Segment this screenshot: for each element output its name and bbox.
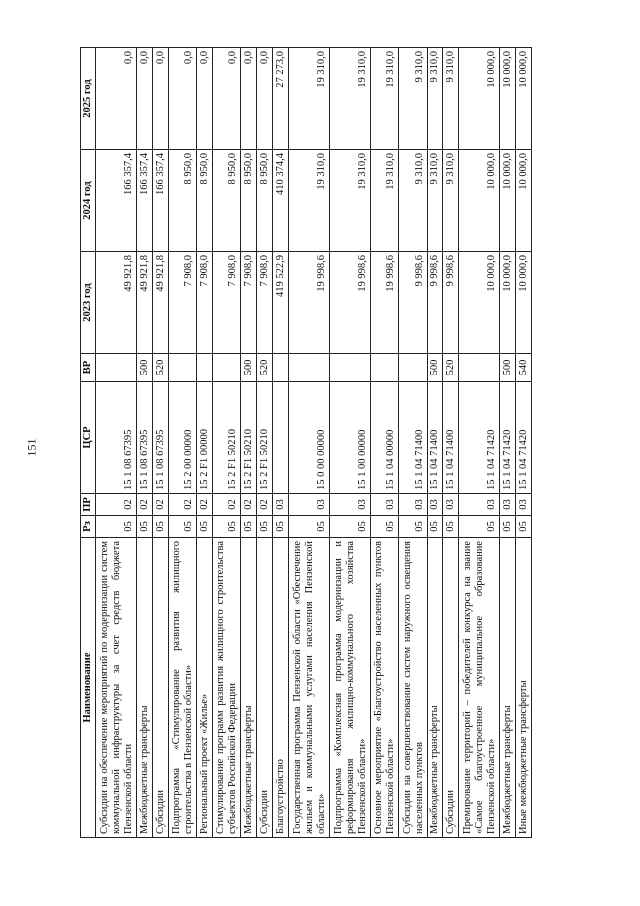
table-row bbox=[152, 48, 168, 838]
row-2025: 9 310,0 bbox=[443, 48, 459, 150]
row-pr: 03 bbox=[516, 494, 532, 516]
row-2023: 7 908,0 bbox=[168, 252, 196, 354]
header-rz: Рз bbox=[81, 516, 96, 538]
row-csr: 15 1 00 00000 bbox=[329, 382, 370, 494]
row-name: Подпрограмма «Комплексная программа модернизации и реформирования жилищно-коммунального хозяйства Пензенской области» bbox=[329, 538, 370, 838]
page-number: 151 bbox=[24, 438, 39, 457]
row-csr: 15 1 08 67395 bbox=[137, 382, 153, 494]
row-2024: 9 310,0 bbox=[427, 150, 443, 252]
row-2023: 19 998,6 bbox=[329, 252, 370, 354]
row-2023: 19 998,6 bbox=[370, 252, 398, 354]
row-name: Стимулирование программ развития жилищного строительства субъектов Российской Федерации bbox=[212, 538, 240, 838]
row-rz: 05 bbox=[329, 516, 370, 538]
row-2025: 9 310,0 bbox=[427, 48, 443, 150]
row-name: Субсидии на обеспечение мероприятий по модернизации систем коммунальной инфраструктуры за счет средств бюджета Пензенской области bbox=[96, 538, 137, 838]
row-name: Межбюджетные трансферты bbox=[500, 538, 516, 838]
row-2023: 7 908,0 bbox=[257, 252, 273, 354]
row-2025: 9 310,0 bbox=[399, 48, 427, 150]
row-2025: 10 000,0 bbox=[459, 48, 500, 150]
row-vr bbox=[168, 354, 196, 382]
header-csr: ЦСР bbox=[81, 382, 96, 494]
row-2024: 19 310,0 bbox=[370, 150, 398, 252]
row-2024: 166 357,4 bbox=[152, 150, 168, 252]
row-csr: 15 1 08 67395 bbox=[96, 382, 137, 494]
row-name: Межбюджетные трансферты bbox=[137, 538, 153, 838]
row-pr: 02 bbox=[96, 494, 137, 516]
row-rz: 05 bbox=[152, 516, 168, 538]
row-2025: 10 000,0 bbox=[500, 48, 516, 150]
row-name: Межбюджетные трансферты bbox=[427, 538, 443, 838]
row-vr: 520 bbox=[257, 354, 273, 382]
row-csr: 15 2 F1 50210 bbox=[257, 382, 273, 494]
table-row bbox=[137, 48, 153, 838]
row-pr: 02 bbox=[152, 494, 168, 516]
row-name: Премирование территорий – победителей конкурса на звание «Самое благоустроенное муниципальное образование Пензенской области» bbox=[459, 538, 500, 838]
header-pr: ПР bbox=[81, 494, 96, 516]
row-csr bbox=[272, 382, 288, 494]
row-vr bbox=[197, 354, 213, 382]
row-csr: 15 1 04 71420 bbox=[459, 382, 500, 494]
table-row bbox=[399, 48, 427, 838]
row-rz: 05 bbox=[241, 516, 257, 538]
row-vr bbox=[399, 354, 427, 382]
row-2025: 19 310,0 bbox=[288, 48, 329, 150]
header-vr: ВР bbox=[81, 354, 96, 382]
row-name: Субсидии bbox=[443, 538, 459, 838]
row-rz: 05 bbox=[168, 516, 196, 538]
table-row bbox=[516, 48, 532, 838]
table-row bbox=[96, 48, 137, 838]
row-2023: 7 908,0 bbox=[197, 252, 213, 354]
row-2024: 8 950,0 bbox=[212, 150, 240, 252]
row-pr: 03 bbox=[329, 494, 370, 516]
table-row bbox=[443, 48, 459, 838]
row-name: Основное мероприятие «Благоустройство населенных пунктов Пензенской области» bbox=[370, 538, 398, 838]
table-row bbox=[272, 48, 288, 838]
row-2023: 7 908,0 bbox=[241, 252, 257, 354]
row-2023: 10 000,0 bbox=[500, 252, 516, 354]
row-2025: 0,0 bbox=[197, 48, 213, 150]
row-rz: 05 bbox=[516, 516, 532, 538]
row-2024: 8 950,0 bbox=[241, 150, 257, 252]
row-rz: 05 bbox=[500, 516, 516, 538]
row-vr: 500 bbox=[137, 354, 153, 382]
row-rz: 05 bbox=[427, 516, 443, 538]
row-2025: 10 000,0 bbox=[516, 48, 532, 150]
row-vr bbox=[212, 354, 240, 382]
row-vr bbox=[96, 354, 137, 382]
row-2023: 9 998,6 bbox=[427, 252, 443, 354]
row-2024: 10 000,0 bbox=[459, 150, 500, 252]
row-name: Субсидии на совершенствование систем наружного освещения населенных пунктов bbox=[399, 538, 427, 838]
row-csr: 15 1 04 71420 bbox=[516, 382, 532, 494]
table-row bbox=[212, 48, 240, 838]
row-pr: 02 bbox=[197, 494, 213, 516]
row-rz: 05 bbox=[197, 516, 213, 538]
row-2024: 19 310,0 bbox=[288, 150, 329, 252]
row-rz: 05 bbox=[137, 516, 153, 538]
row-2025: 19 310,0 bbox=[370, 48, 398, 150]
row-name: Межбюджетные трансферты bbox=[241, 538, 257, 838]
row-name: Подпрограмма «Стимулирование развития жилищного строительства в Пензенской области» bbox=[168, 538, 196, 838]
row-2024: 8 950,0 bbox=[197, 150, 213, 252]
row-2024: 166 357,4 bbox=[96, 150, 137, 252]
row-2023: 49 921,8 bbox=[96, 252, 137, 354]
header-2023: 2023 год bbox=[81, 252, 96, 354]
row-2024: 8 950,0 bbox=[257, 150, 273, 252]
row-pr: 03 bbox=[500, 494, 516, 516]
row-2024: 9 310,0 bbox=[399, 150, 427, 252]
row-vr bbox=[288, 354, 329, 382]
row-2025: 19 310,0 bbox=[329, 48, 370, 150]
row-2025: 0,0 bbox=[241, 48, 257, 150]
row-2024: 10 000,0 bbox=[500, 150, 516, 252]
row-2023: 49 921,8 bbox=[152, 252, 168, 354]
header-2025: 2025 год bbox=[81, 48, 96, 150]
row-csr: 15 1 04 71400 bbox=[399, 382, 427, 494]
table-row bbox=[197, 48, 213, 838]
row-pr: 03 bbox=[370, 494, 398, 516]
row-name: Иные межбюджетные трансферты bbox=[516, 538, 532, 838]
row-csr: 15 2 F1 50210 bbox=[241, 382, 257, 494]
row-pr: 03 bbox=[399, 494, 427, 516]
row-rz: 05 bbox=[288, 516, 329, 538]
row-2024: 8 950,0 bbox=[168, 150, 196, 252]
table-row bbox=[370, 48, 398, 838]
row-rz: 05 bbox=[459, 516, 500, 538]
row-rz: 05 bbox=[443, 516, 459, 538]
row-pr: 03 bbox=[288, 494, 329, 516]
row-vr: 500 bbox=[427, 354, 443, 382]
row-2025: 27 273,0 bbox=[272, 48, 288, 150]
row-2024: 9 310,0 bbox=[443, 150, 459, 252]
rotated-table-container bbox=[80, 48, 532, 838]
row-name: Благоустройство bbox=[272, 538, 288, 838]
row-rz: 05 bbox=[272, 516, 288, 538]
table-row bbox=[459, 48, 500, 838]
row-2025: 0,0 bbox=[137, 48, 153, 150]
row-2023: 49 921,8 bbox=[137, 252, 153, 354]
row-name: Субсидии bbox=[257, 538, 273, 838]
row-vr bbox=[272, 354, 288, 382]
row-rz: 05 bbox=[399, 516, 427, 538]
row-csr: 15 1 08 67395 bbox=[152, 382, 168, 494]
table-row bbox=[168, 48, 196, 838]
row-name: Государственная программа Пензенской области «Обеспечение жильем и коммунальными услугами населения Пензенской области» bbox=[288, 538, 329, 838]
row-pr: 02 bbox=[257, 494, 273, 516]
row-2023: 419 522,9 bbox=[272, 252, 288, 354]
row-pr: 03 bbox=[443, 494, 459, 516]
table-row bbox=[500, 48, 516, 838]
row-rz: 05 bbox=[370, 516, 398, 538]
row-2025: 0,0 bbox=[152, 48, 168, 150]
row-name: Региональный проект «Жилье» bbox=[197, 538, 213, 838]
row-rz: 05 bbox=[257, 516, 273, 538]
table-row bbox=[288, 48, 329, 838]
row-vr bbox=[329, 354, 370, 382]
row-csr: 15 1 04 71420 bbox=[500, 382, 516, 494]
row-vr bbox=[370, 354, 398, 382]
row-csr: 15 1 04 71400 bbox=[427, 382, 443, 494]
row-csr: 15 2 00 00000 bbox=[168, 382, 196, 494]
row-2023: 7 908,0 bbox=[212, 252, 240, 354]
row-2025: 0,0 bbox=[212, 48, 240, 150]
row-2024: 10 000,0 bbox=[516, 150, 532, 252]
row-pr: 02 bbox=[241, 494, 257, 516]
row-pr: 02 bbox=[212, 494, 240, 516]
table-row bbox=[329, 48, 370, 838]
row-rz: 05 bbox=[212, 516, 240, 538]
header-2024: 2024 год bbox=[81, 150, 96, 252]
row-2024: 19 310,0 bbox=[329, 150, 370, 252]
table-row bbox=[257, 48, 273, 838]
row-2025: 0,0 bbox=[96, 48, 137, 150]
row-csr: 15 1 04 71400 bbox=[443, 382, 459, 494]
row-pr: 03 bbox=[427, 494, 443, 516]
row-2025: 0,0 bbox=[168, 48, 196, 150]
row-csr: 15 1 04 00000 bbox=[370, 382, 398, 494]
row-2023: 10 000,0 bbox=[516, 252, 532, 354]
row-pr: 02 bbox=[168, 494, 196, 516]
row-csr: 15 0 00 00000 bbox=[288, 382, 329, 494]
table-row bbox=[427, 48, 443, 838]
row-2024: 410 374,4 bbox=[272, 150, 288, 252]
row-2024: 166 357,4 bbox=[137, 150, 153, 252]
row-vr: 520 bbox=[443, 354, 459, 382]
row-2023: 9 998,6 bbox=[443, 252, 459, 354]
row-pr: 03 bbox=[459, 494, 500, 516]
row-2023: 9 998,6 bbox=[399, 252, 427, 354]
row-vr: 500 bbox=[500, 354, 516, 382]
row-vr: 500 bbox=[241, 354, 257, 382]
row-rz: 05 bbox=[96, 516, 137, 538]
row-vr bbox=[459, 354, 500, 382]
row-csr: 15 2 F1 50210 bbox=[212, 382, 240, 494]
row-pr: 03 bbox=[272, 494, 288, 516]
row-name: Субсидии bbox=[152, 538, 168, 838]
row-2023: 19 998,6 bbox=[288, 252, 329, 354]
budget-table bbox=[80, 47, 532, 838]
table-header-row bbox=[81, 48, 96, 838]
row-vr: 540 bbox=[516, 354, 532, 382]
row-pr: 02 bbox=[137, 494, 153, 516]
row-csr: 15 2 F1 00000 bbox=[197, 382, 213, 494]
row-vr: 520 bbox=[152, 354, 168, 382]
header-name: Наименование bbox=[81, 538, 96, 838]
table-row bbox=[241, 48, 257, 838]
row-2023: 10 000,0 bbox=[459, 252, 500, 354]
row-2025: 0,0 bbox=[257, 48, 273, 150]
